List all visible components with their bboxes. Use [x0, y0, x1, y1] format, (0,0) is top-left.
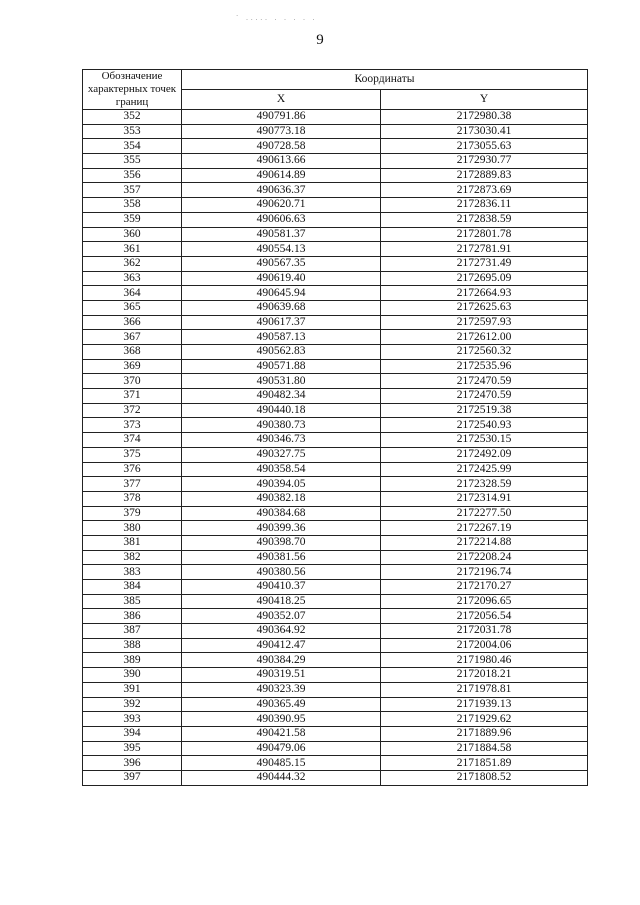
y-coordinate-cell: 2172781.91 [381, 242, 588, 257]
point-cell: 370 [83, 374, 182, 389]
point-cell: 359 [83, 212, 182, 227]
point-cell: 386 [83, 609, 182, 624]
x-coordinate-cell: 490587.13 [182, 330, 381, 345]
point-cell: 369 [83, 359, 182, 374]
point-cell: 372 [83, 403, 182, 418]
point-cell: 367 [83, 330, 182, 345]
y-coordinate-cell: 2172328.59 [381, 477, 588, 492]
table-row [83, 403, 588, 418]
point-cell: 391 [83, 682, 182, 697]
x-coordinate-cell: 490567.35 [182, 256, 381, 271]
point-cell: 353 [83, 124, 182, 139]
point-cell: 379 [83, 506, 182, 521]
x-coordinate-cell: 490562.83 [182, 345, 381, 360]
y-coordinate-cell: 2171929.62 [381, 712, 588, 727]
x-coordinate-cell: 490613.66 [182, 154, 381, 169]
table-row [83, 741, 588, 756]
table-row [83, 580, 588, 595]
x-coordinate-cell: 490571.88 [182, 359, 381, 374]
point-cell: 392 [83, 697, 182, 712]
y-coordinate-cell: 2172530.15 [381, 433, 588, 448]
y-coordinate-cell: 2171978.81 [381, 682, 588, 697]
x-coordinate-cell: 490382.18 [182, 491, 381, 506]
x-coordinate-cell: 490444.32 [182, 770, 381, 785]
point-cell: 364 [83, 286, 182, 301]
x-coordinate-cell: 490364.92 [182, 624, 381, 639]
table-row [83, 477, 588, 492]
x-coordinate-cell: 490346.73 [182, 433, 381, 448]
table-row [83, 345, 588, 360]
y-coordinate-cell: 2172425.99 [381, 462, 588, 477]
point-cell: 362 [83, 256, 182, 271]
y-coordinate-cell: 2172612.00 [381, 330, 588, 345]
x-coordinate-cell: 490639.68 [182, 300, 381, 315]
y-coordinate-cell: 2172625.63 [381, 300, 588, 315]
y-coordinate-cell: 2172314.91 [381, 491, 588, 506]
table-row [83, 433, 588, 448]
y-coordinate-cell: 2172980.38 [381, 110, 588, 125]
y-coordinate-cell: 2172836.11 [381, 198, 588, 213]
x-coordinate-cell: 490479.06 [182, 741, 381, 756]
point-cell: 357 [83, 183, 182, 198]
table-row [83, 286, 588, 301]
x-coordinate-cell: 490485.15 [182, 756, 381, 771]
y-coordinate-cell: 2172004.06 [381, 638, 588, 653]
scan-noise-marks: ` ..... . . . . . [236, 14, 318, 22]
point-cell: 377 [83, 477, 182, 492]
table-row [83, 330, 588, 345]
x-coordinate-cell: 490531.80 [182, 374, 381, 389]
point-cell: 394 [83, 726, 182, 741]
x-coordinate-cell: 490554.13 [182, 242, 381, 257]
point-cell: 373 [83, 418, 182, 433]
table-row [83, 447, 588, 462]
y-coordinate-cell: 2172196.74 [381, 565, 588, 580]
point-cell: 354 [83, 139, 182, 154]
table-row [83, 183, 588, 198]
y-coordinate-cell: 2172170.27 [381, 580, 588, 595]
point-cell: 390 [83, 668, 182, 683]
x-coordinate-cell: 490614.89 [182, 168, 381, 183]
x-coordinate-cell: 490619.40 [182, 271, 381, 286]
table-row [83, 756, 588, 771]
x-coordinate-cell: 490482.34 [182, 389, 381, 404]
table-row [83, 726, 588, 741]
y-coordinate-cell: 2172277.50 [381, 506, 588, 521]
x-coordinate-cell: 490319.51 [182, 668, 381, 683]
x-coordinate-cell: 490365.49 [182, 697, 381, 712]
y-coordinate-cell: 2171889.96 [381, 726, 588, 741]
point-cell: 393 [83, 712, 182, 727]
table-row [83, 389, 588, 404]
table-row [83, 124, 588, 139]
table-row [83, 300, 588, 315]
point-cell: 366 [83, 315, 182, 330]
x-coordinate-cell: 490636.37 [182, 183, 381, 198]
table-row [83, 682, 588, 697]
x-coordinate-cell: 490606.63 [182, 212, 381, 227]
table-row [83, 712, 588, 727]
x-coordinate-cell: 490380.73 [182, 418, 381, 433]
y-coordinate-cell: 2172597.93 [381, 315, 588, 330]
point-cell: 355 [83, 154, 182, 169]
y-coordinate-cell: 2173055.63 [381, 139, 588, 154]
y-coordinate-cell: 2172470.59 [381, 389, 588, 404]
table-row [83, 594, 588, 609]
y-coordinate-cell: 2172695.09 [381, 271, 588, 286]
x-coordinate-cell: 490412.47 [182, 638, 381, 653]
point-cell: 368 [83, 345, 182, 360]
y-coordinate-cell: 2172492.09 [381, 447, 588, 462]
y-coordinate-cell: 2172930.77 [381, 154, 588, 169]
point-cell: 395 [83, 741, 182, 756]
x-coordinate-cell: 490381.56 [182, 550, 381, 565]
table-row [83, 506, 588, 521]
table-row [83, 212, 588, 227]
table-row [83, 521, 588, 536]
coordinates-header: Координаты [182, 70, 588, 90]
x-coordinate-cell: 490394.05 [182, 477, 381, 492]
x-coordinate-cell: 490581.37 [182, 227, 381, 242]
y-coordinate-cell: 2172267.19 [381, 521, 588, 536]
y-coordinate-cell: 2172540.93 [381, 418, 588, 433]
table-row [83, 110, 588, 125]
table-row [83, 418, 588, 433]
x-coordinate-cell: 490791.86 [182, 110, 381, 125]
table-row [83, 271, 588, 286]
x-coordinate-cell: 490323.39 [182, 682, 381, 697]
y-coordinate-cell: 2171808.52 [381, 770, 588, 785]
point-cell: 376 [83, 462, 182, 477]
page-number: 9 [316, 32, 324, 48]
y-coordinate-cell: 2172801.78 [381, 227, 588, 242]
y-header: Y [381, 90, 588, 110]
x-coordinate-cell: 490399.36 [182, 521, 381, 536]
x-coordinate-cell: 490617.37 [182, 315, 381, 330]
x-coordinate-cell: 490728.58 [182, 139, 381, 154]
x-coordinate-cell: 490380.56 [182, 565, 381, 580]
point-cell: 387 [83, 624, 182, 639]
point-cell: 378 [83, 491, 182, 506]
x-coordinate-cell: 490390.95 [182, 712, 381, 727]
table-row [83, 624, 588, 639]
table-row [83, 227, 588, 242]
x-coordinate-cell: 490384.68 [182, 506, 381, 521]
table-row [83, 315, 588, 330]
point-cell: 385 [83, 594, 182, 609]
x-header: X [182, 90, 381, 110]
point-cell: 375 [83, 447, 182, 462]
point-cell: 382 [83, 550, 182, 565]
x-coordinate-cell: 490358.54 [182, 462, 381, 477]
table-row [83, 550, 588, 565]
x-coordinate-cell: 490620.71 [182, 198, 381, 213]
table-row [83, 168, 588, 183]
point-cell: 389 [83, 653, 182, 668]
x-coordinate-cell: 490440.18 [182, 403, 381, 418]
table-row [83, 256, 588, 271]
y-coordinate-cell: 2172208.24 [381, 550, 588, 565]
point-cell: 356 [83, 168, 182, 183]
x-coordinate-cell: 490398.70 [182, 535, 381, 550]
point-cell: 371 [83, 389, 182, 404]
point-cell: 396 [83, 756, 182, 771]
x-coordinate-cell: 490773.18 [182, 124, 381, 139]
y-coordinate-cell: 2172873.69 [381, 183, 588, 198]
table-row [83, 491, 588, 506]
point-cell: 383 [83, 565, 182, 580]
y-coordinate-cell: 2171884.58 [381, 741, 588, 756]
point-cell: 361 [83, 242, 182, 257]
x-coordinate-cell: 490352.07 [182, 609, 381, 624]
table-row [83, 242, 588, 257]
coordinates-table [82, 69, 588, 786]
point-cell: 363 [83, 271, 182, 286]
y-coordinate-cell: 2171980.46 [381, 653, 588, 668]
table-row [83, 154, 588, 169]
y-coordinate-cell: 2172535.96 [381, 359, 588, 374]
y-coordinate-cell: 2172889.83 [381, 168, 588, 183]
table-row [83, 139, 588, 154]
point-cell: 358 [83, 198, 182, 213]
point-cell: 380 [83, 521, 182, 536]
point-cell: 384 [83, 580, 182, 595]
y-coordinate-cell: 2172018.21 [381, 668, 588, 683]
table-row [83, 198, 588, 213]
point-cell: 388 [83, 638, 182, 653]
table-row [83, 770, 588, 785]
table-row [83, 638, 588, 653]
x-coordinate-cell: 490645.94 [182, 286, 381, 301]
x-coordinate-cell: 490327.75 [182, 447, 381, 462]
table-row [83, 374, 588, 389]
y-coordinate-cell: 2172470.59 [381, 374, 588, 389]
point-cell: 360 [83, 227, 182, 242]
table-row [83, 359, 588, 374]
table-row [83, 535, 588, 550]
y-coordinate-cell: 2173030.41 [381, 124, 588, 139]
point-designation-header: Обозначение характерных точек границ [83, 70, 182, 110]
y-coordinate-cell: 2172214.88 [381, 535, 588, 550]
point-cell: 397 [83, 770, 182, 785]
point-cell: 374 [83, 433, 182, 448]
point-cell: 381 [83, 535, 182, 550]
y-coordinate-cell: 2172056.54 [381, 609, 588, 624]
x-coordinate-cell: 490384.29 [182, 653, 381, 668]
table-row [83, 653, 588, 668]
x-coordinate-cell: 490410.37 [182, 580, 381, 595]
y-coordinate-cell: 2172560.32 [381, 345, 588, 360]
x-coordinate-cell: 490418.25 [182, 594, 381, 609]
y-coordinate-cell: 2172031.78 [381, 624, 588, 639]
table-row [83, 668, 588, 683]
y-coordinate-cell: 2171939.13 [381, 697, 588, 712]
y-coordinate-cell: 2171851.89 [381, 756, 588, 771]
y-coordinate-cell: 2172664.93 [381, 286, 588, 301]
point-cell: 365 [83, 300, 182, 315]
y-coordinate-cell: 2172519.38 [381, 403, 588, 418]
y-coordinate-cell: 2172838.59 [381, 212, 588, 227]
y-coordinate-cell: 2172731.49 [381, 256, 588, 271]
point-cell: 352 [83, 110, 182, 125]
table-row [83, 565, 588, 580]
x-coordinate-cell: 490421.58 [182, 726, 381, 741]
table-row [83, 697, 588, 712]
y-coordinate-cell: 2172096.65 [381, 594, 588, 609]
table-row [83, 609, 588, 624]
table-row [83, 462, 588, 477]
